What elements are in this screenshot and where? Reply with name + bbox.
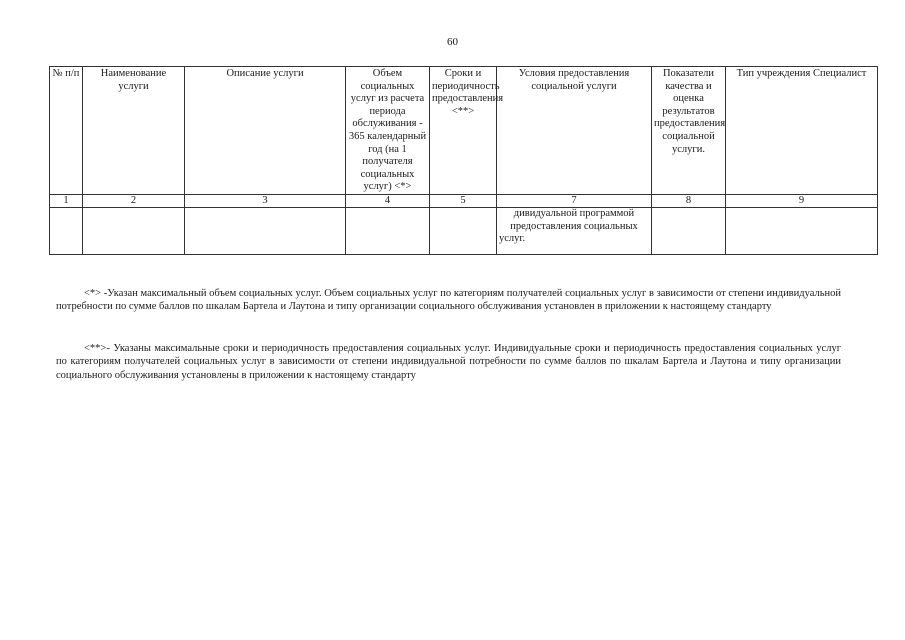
header-cell-terms: Сроки и периодичность предоставления <**> — [430, 67, 497, 195]
page-number: 60 — [447, 36, 458, 48]
conditions-cell: дивидуальной программой предоставления социальных услуг. — [497, 207, 652, 254]
table-cell — [652, 207, 726, 254]
table-cell — [346, 207, 430, 254]
column-number: 1 — [50, 194, 83, 207]
table-cell — [50, 207, 83, 254]
services-table — [49, 66, 878, 255]
column-number: 5 — [430, 194, 497, 207]
header-cell-service-description: Описание услуги — [185, 67, 346, 195]
table-row — [50, 207, 878, 254]
footnote-terms-text: <**>- Указаны максимальные сроки и периодичность предоставления социальных услуг. Индивидуальные сроки и периодичность предоставления социальных услуг по категориям получателей социальных услуг в зависимости от степени индивидуальной потребности по сумме баллов по шкалам Бартела и Лаутона и типу организации социального обслуживания установлены в приложении к настоящему стандарту — [56, 343, 841, 381]
table-cell — [83, 207, 185, 254]
column-number: 2 — [83, 194, 185, 207]
table-cell — [430, 207, 497, 254]
header-cell-volume: Объем социальных услуг из расчета периода обслуживания - 365 календарный год (на 1 получателя социальных услуг) <*> — [346, 67, 430, 195]
footnote-terms — [56, 342, 841, 382]
column-number: 7 — [497, 194, 652, 207]
header-cell-number: № п/п — [50, 67, 83, 195]
column-number: 9 — [726, 194, 878, 207]
header-cell-service-name: Наименование услуги — [83, 67, 185, 195]
footnote-volume — [56, 287, 841, 314]
table-cell — [185, 207, 346, 254]
footnote-volume-text: <*> -Указан максимальный объем социальных услуг. Объем социальных услуг по категориям получателей социальных услуг в зависимости от степени индивидуальной потребности по сумме баллов по шкалам Бартела и Лаутона и типу организации социального обслуживания установлен в приложении к настоящему стандарту — [56, 288, 841, 313]
column-number: 4 — [346, 194, 430, 207]
header-cell-conditions: Условия предоставления социальной услуги — [497, 67, 652, 195]
table-cell — [726, 207, 878, 254]
header-row — [50, 67, 878, 195]
column-number: 8 — [652, 194, 726, 207]
column-number-row — [50, 194, 878, 207]
header-cell-quality-indicators: Показатели качества и оценка результатов предоставления социальной услуги. — [652, 67, 726, 195]
header-cell-institution-type: Тип учреждения Специалист — [726, 67, 878, 195]
column-number: 3 — [185, 194, 346, 207]
